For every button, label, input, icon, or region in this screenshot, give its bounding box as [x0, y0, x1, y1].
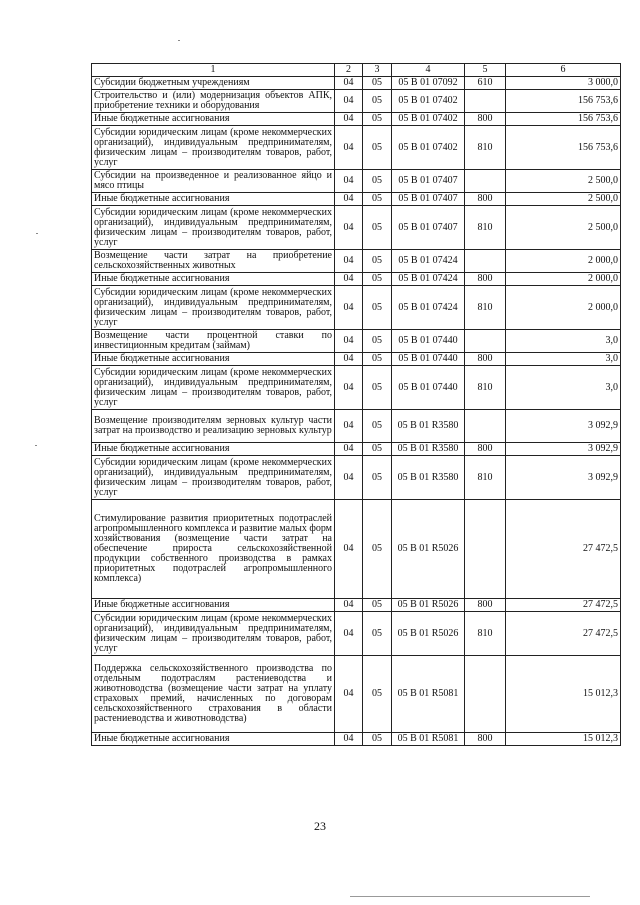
table-row — [92, 456, 621, 500]
row-amount: 3,0 — [506, 353, 621, 366]
row-subsection-code: 05 — [363, 599, 392, 612]
row-target-article: 05 В 01 R3580 — [392, 456, 465, 500]
table-row — [92, 206, 621, 250]
scan-speck — [178, 40, 180, 41]
row-expense-type: 810 — [465, 612, 506, 656]
row-target-article: 05 В 01 07092 — [392, 77, 465, 90]
row-expense-type: 810 — [465, 456, 506, 500]
row-target-article: 05 В 01 R5026 — [392, 612, 465, 656]
table-row — [92, 250, 621, 273]
row-target-article: 05 В 01 R5026 — [392, 599, 465, 612]
row-section-code: 04 — [335, 366, 363, 410]
row-description: Субсидии юридическим лицам (кроме некоммерческих организаций), индивидуальным предпринимателям, физическим лицам – производителям товаров, работ, услуг — [92, 366, 335, 410]
table-row — [92, 410, 621, 443]
row-subsection-code: 05 — [363, 286, 392, 330]
row-target-article: 05 В 01 07440 — [392, 366, 465, 410]
row-description: Иные бюджетные ассигнования — [92, 273, 335, 286]
row-description: Возмещение производителям зерновых культур части затрат на производство и реализацию зерновых культур — [92, 410, 335, 443]
row-amount: 156 753,6 — [506, 90, 621, 113]
row-amount: 27 472,5 — [506, 599, 621, 612]
row-target-article: 05 В 01 07424 — [392, 286, 465, 330]
row-description: Субсидии юридическим лицам (кроме некоммерческих организаций), индивидуальным предпринимателям, физическим лицам – производителям товаров, работ, услуг — [92, 206, 335, 250]
row-expense-type — [465, 410, 506, 443]
row-target-article: 05 В 01 R5081 — [392, 733, 465, 746]
row-description: Иные бюджетные ассигнования — [92, 733, 335, 746]
row-target-article: 05 В 01 07402 — [392, 113, 465, 126]
row-target-article: 05 В 01 R3580 — [392, 410, 465, 443]
table-row — [92, 286, 621, 330]
scan-edge-line — [350, 896, 590, 897]
row-target-article: 05 В 01 07402 — [392, 90, 465, 113]
header-cell: 2 — [335, 64, 363, 77]
row-section-code: 04 — [335, 612, 363, 656]
row-subsection-code: 05 — [363, 90, 392, 113]
row-amount: 2 000,0 — [506, 286, 621, 330]
row-section-code: 04 — [335, 113, 363, 126]
row-target-article: 05 В 01 07424 — [392, 250, 465, 273]
page-number: 23 — [314, 819, 326, 833]
row-section-code: 04 — [335, 443, 363, 456]
row-amount: 15 012,3 — [506, 733, 621, 746]
row-target-article: 05 В 01 07402 — [392, 126, 465, 170]
row-description: Возмещение части затрат на приобретение сельскохозяйственных животных — [92, 250, 335, 273]
row-subsection-code: 05 — [363, 126, 392, 170]
row-section-code: 04 — [335, 126, 363, 170]
table-row — [92, 193, 621, 206]
row-expense-type: 810 — [465, 366, 506, 410]
row-subsection-code: 05 — [363, 366, 392, 410]
row-amount: 27 472,5 — [506, 500, 621, 599]
row-target-article: 05 В 01 07440 — [392, 353, 465, 366]
row-amount: 3 092,9 — [506, 443, 621, 456]
row-description: Субсидии на произведенное и реализованное яйцо и мясо птицы — [92, 170, 335, 193]
row-subsection-code: 05 — [363, 170, 392, 193]
row-section-code: 04 — [335, 273, 363, 286]
row-subsection-code: 05 — [363, 733, 392, 746]
scan-speck — [36, 233, 38, 234]
row-expense-type: 800 — [465, 353, 506, 366]
table-row — [92, 77, 621, 90]
row-section-code: 04 — [335, 170, 363, 193]
row-section-code: 04 — [335, 500, 363, 599]
row-subsection-code: 05 — [363, 193, 392, 206]
row-amount: 2 000,0 — [506, 273, 621, 286]
row-description: Субсидии юридическим лицам (кроме некоммерческих организаций), индивидуальным предпринимателям, физическим лицам – производителям товаров, работ, услуг — [92, 612, 335, 656]
row-section-code: 04 — [335, 90, 363, 113]
header-cell: 4 — [392, 64, 465, 77]
row-subsection-code: 05 — [363, 410, 392, 443]
row-expense-type: 810 — [465, 286, 506, 330]
row-section-code: 04 — [335, 410, 363, 443]
row-expense-type — [465, 330, 506, 353]
row-expense-type — [465, 500, 506, 599]
header-cell: 5 — [465, 64, 506, 77]
row-amount: 15 012,3 — [506, 656, 621, 733]
row-section-code: 04 — [335, 456, 363, 500]
header-cell: 6 — [506, 64, 621, 77]
table-row — [92, 500, 621, 599]
row-amount: 3 000,0 — [506, 77, 621, 90]
row-section-code: 04 — [335, 330, 363, 353]
row-amount: 27 472,5 — [506, 612, 621, 656]
row-amount: 156 753,6 — [506, 126, 621, 170]
table-row — [92, 656, 621, 733]
row-subsection-code: 05 — [363, 273, 392, 286]
row-subsection-code: 05 — [363, 353, 392, 366]
row-subsection-code: 05 — [363, 443, 392, 456]
table-row — [92, 366, 621, 410]
row-expense-type: 800 — [465, 273, 506, 286]
row-expense-type: 800 — [465, 599, 506, 612]
row-amount: 156 753,6 — [506, 113, 621, 126]
row-section-code: 04 — [335, 286, 363, 330]
table-row — [92, 353, 621, 366]
table-row — [92, 170, 621, 193]
table-row — [92, 330, 621, 353]
row-expense-type: 810 — [465, 126, 506, 170]
row-section-code: 04 — [335, 353, 363, 366]
row-description: Иные бюджетные ассигнования — [92, 113, 335, 126]
row-subsection-code: 05 — [363, 113, 392, 126]
row-amount: 2 500,0 — [506, 170, 621, 193]
row-expense-type: 610 — [465, 77, 506, 90]
table-row — [92, 612, 621, 656]
table-row — [92, 90, 621, 113]
row-section-code: 04 — [335, 656, 363, 733]
row-expense-type — [465, 90, 506, 113]
table-row — [92, 126, 621, 170]
row-description: Строительство и (или) модернизация объектов АПК, приобретение техники и оборудования — [92, 90, 335, 113]
row-amount: 3,0 — [506, 366, 621, 410]
budget-table — [91, 63, 621, 746]
row-description: Субсидии бюджетным учреждениям — [92, 77, 335, 90]
row-subsection-code: 05 — [363, 656, 392, 733]
row-expense-type — [465, 656, 506, 733]
table-row — [92, 733, 621, 746]
row-section-code: 04 — [335, 250, 363, 273]
row-expense-type — [465, 250, 506, 273]
table-row — [92, 599, 621, 612]
row-description: Стимулирование развития приоритетных подотраслей агропромышленного комплекса и развитие малых форм хозяйствования (возмещение части затрат на обеспечение прироста сельскохозяйственной продукции собственного производства в рамках приоритетных подотраслей агропромышленного комплекса) — [92, 500, 335, 599]
row-expense-type: 800 — [465, 193, 506, 206]
row-subsection-code: 05 — [363, 612, 392, 656]
header-cell: 1 — [92, 64, 335, 77]
row-section-code: 04 — [335, 733, 363, 746]
row-amount: 2 500,0 — [506, 206, 621, 250]
row-subsection-code: 05 — [363, 77, 392, 90]
row-subsection-code: 05 — [363, 330, 392, 353]
row-target-article: 05 В 01 07407 — [392, 193, 465, 206]
row-target-article: 05 В 01 R3580 — [392, 443, 465, 456]
row-target-article: 05 В 01 07407 — [392, 170, 465, 193]
table-row — [92, 273, 621, 286]
table-row — [92, 113, 621, 126]
row-description: Субсидии юридическим лицам (кроме некоммерческих организаций), индивидуальным предпринимателям, физическим лицам – производителям товаров, работ, услуг — [92, 286, 335, 330]
row-amount: 2 500,0 — [506, 193, 621, 206]
row-subsection-code: 05 — [363, 250, 392, 273]
row-subsection-code: 05 — [363, 206, 392, 250]
row-target-article: 05 В 01 07440 — [392, 330, 465, 353]
row-subsection-code: 05 — [363, 500, 392, 599]
table-header-row — [92, 64, 621, 77]
header-cell: 3 — [363, 64, 392, 77]
row-expense-type: 800 — [465, 443, 506, 456]
row-section-code: 04 — [335, 193, 363, 206]
scan-speck — [35, 445, 37, 446]
row-description: Субсидии юридическим лицам (кроме некоммерческих организаций), индивидуальным предпринимателям, физическим лицам – производителям товаров, работ, услуг — [92, 456, 335, 500]
row-amount: 3 092,9 — [506, 456, 621, 500]
row-amount: 3 092,9 — [506, 410, 621, 443]
row-target-article: 05 В 01 07424 — [392, 273, 465, 286]
row-subsection-code: 05 — [363, 456, 392, 500]
row-expense-type: 800 — [465, 113, 506, 126]
row-section-code: 04 — [335, 599, 363, 612]
row-description: Поддержка сельскохозяйственного производства по отдельным подотраслям растениеводства и животноводства (возмещение части затрат на уплату страховых премий, начисленных по договорам сельскохозяйственного страхования в области растениеводства и животноводства) — [92, 656, 335, 733]
row-expense-type: 810 — [465, 206, 506, 250]
row-expense-type — [465, 170, 506, 193]
row-target-article: 05 В 01 07407 — [392, 206, 465, 250]
row-section-code: 04 — [335, 206, 363, 250]
row-description: Возмещение части процентной ставки по инвестиционным кредитам (займам) — [92, 330, 335, 353]
row-description: Иные бюджетные ассигнования — [92, 193, 335, 206]
row-target-article: 05 В 01 R5026 — [392, 500, 465, 599]
row-expense-type: 800 — [465, 733, 506, 746]
row-description: Субсидии юридическим лицам (кроме некоммерческих организаций), индивидуальным предпринимателям, физическим лицам – производителям товаров, работ, услуг — [92, 126, 335, 170]
row-description: Иные бюджетные ассигнования — [92, 599, 335, 612]
row-amount: 3,0 — [506, 330, 621, 353]
row-target-article: 05 В 01 R5081 — [392, 656, 465, 733]
row-amount: 2 000,0 — [506, 250, 621, 273]
row-section-code: 04 — [335, 77, 363, 90]
table-row — [92, 443, 621, 456]
row-description: Иные бюджетные ассигнования — [92, 353, 335, 366]
row-description: Иные бюджетные ассигнования — [92, 443, 335, 456]
